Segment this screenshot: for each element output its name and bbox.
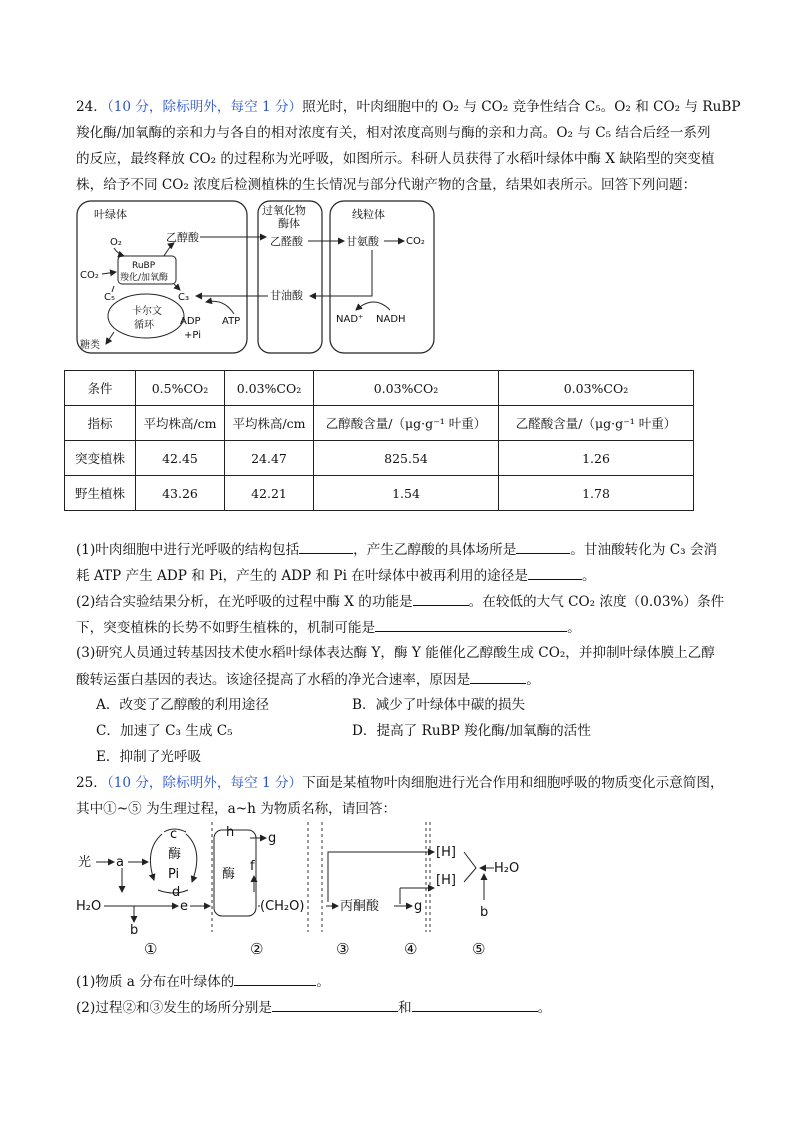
glycolate-chloroplast: 乙醇酸 bbox=[166, 231, 199, 244]
answer-blank[interactable] bbox=[234, 972, 316, 986]
co2-out-label: CO₂ bbox=[406, 236, 425, 247]
q24-intro-line-3: 的反应，最终释放 CO₂ 的过程称为光呼吸，如图所示。科研人员获得了水稻叶绿体中酶 X 缺陷型的突变植 bbox=[76, 151, 715, 167]
h-label: h bbox=[226, 825, 235, 840]
nad-label: NAD⁺ bbox=[336, 314, 364, 325]
table-cell: 825.54 bbox=[314, 441, 499, 476]
table-cell: 平均株高/cm bbox=[136, 406, 225, 441]
c3-label: C₃ bbox=[178, 292, 189, 303]
table-cell: 0.03%CO₂ bbox=[499, 371, 694, 406]
answer-blank[interactable] bbox=[272, 998, 398, 1012]
table-row bbox=[65, 441, 694, 476]
q24-intro-text-1: 照光时，叶肉细胞中的 O₂ 与 CO₂ 竞争性结合 C₅。O₂ 和 CO₂ 与 RuBP bbox=[302, 99, 741, 115]
c5-label: C₅ bbox=[104, 292, 115, 303]
q25-sub2-line bbox=[76, 998, 736, 1017]
h2o-right-label: H₂O bbox=[494, 861, 520, 876]
glycerate-label: 甘油酸 bbox=[270, 289, 303, 302]
answer-blank[interactable] bbox=[516, 540, 570, 554]
metabolism-diagram bbox=[74, 820, 544, 962]
q24-sub2-text-c: 下，突变植株的长势不如野生植株的，机制可能是 bbox=[76, 620, 376, 636]
table-cell: 42.45 bbox=[136, 441, 225, 476]
g-top-label: g bbox=[268, 831, 277, 846]
q24-sub1-line-1 bbox=[76, 540, 736, 559]
g-mid-label: g bbox=[414, 899, 423, 914]
q24-sub2-text-a: (2)结合实验结果分析，在光呼吸的过程中酶 X 的功能是 bbox=[76, 594, 413, 610]
q24-sub2-text-b: 。在较低的大气 CO₂ 浓度（0.03%）条件 bbox=[468, 594, 725, 610]
q24-sub2-line-1 bbox=[76, 592, 736, 611]
atp-label: ATP bbox=[222, 316, 241, 327]
table-cell: 乙醛酸含量/（μg·g⁻¹ 叶重） bbox=[499, 406, 694, 441]
option-d[interactable]: D．提高了 RuBP 羧化酶/加氧酶的活性 bbox=[352, 723, 591, 739]
h-bracket-1: [H] bbox=[436, 845, 456, 860]
chloroplast-label: 叶绿体 bbox=[94, 208, 127, 221]
rubp-label: RuBP bbox=[132, 261, 156, 271]
q24-sub3-line-2 bbox=[76, 670, 736, 689]
table-row bbox=[65, 371, 694, 406]
q24-intro-line-4: 株，给予不同 CO₂ 浓度后检测植株的生长情况与部分代谢产物的含量，结果如表所示。回答下列问题： bbox=[76, 177, 697, 193]
answer-blank[interactable] bbox=[412, 998, 538, 1012]
table-cell: 0.5%CO₂ bbox=[136, 371, 225, 406]
q24-sub1-text-e: 。 bbox=[581, 568, 596, 584]
table-cell: 0.03%CO₂ bbox=[314, 371, 499, 406]
q24-sub2-line-2 bbox=[76, 618, 736, 637]
q25-sub2-text-c: 。 bbox=[537, 1000, 552, 1016]
table-cell: 突变植株 bbox=[65, 441, 136, 476]
process-3-label: ③ bbox=[336, 940, 350, 958]
answer-blank[interactable] bbox=[413, 592, 469, 606]
q25-number: 25． bbox=[76, 775, 107, 791]
process-5-label: ⑤ bbox=[472, 940, 486, 958]
table-cell: 乙醇酸含量/（μg·g⁻¹ 叶重） bbox=[314, 406, 499, 441]
pi-label: +Pi bbox=[184, 330, 201, 341]
rubisco-label: 羧化/加氧酶 bbox=[120, 273, 169, 283]
e-label: e bbox=[180, 899, 188, 914]
q25-sub1-line bbox=[76, 972, 736, 991]
o2-label: O₂ bbox=[110, 237, 122, 248]
q24-sub3-text-b: 酸转运蛋白基因的表达。该途径提高了水稻的净光合速率，原因是 bbox=[76, 672, 471, 688]
q24-sub1-text-d: 耗 ATP 产生 ADP 和 Pi，产生的 ADP 和 Pi 在叶绿体中被再利用的途径是 bbox=[76, 568, 528, 584]
answer-blank[interactable] bbox=[375, 618, 567, 632]
h2o-left-label: H₂O bbox=[76, 899, 102, 914]
pyruvate-label: 丙酮酸 bbox=[340, 899, 380, 914]
enzyme1-label: 酶 bbox=[168, 847, 182, 862]
q25-sub2-text-b: 和 bbox=[397, 1000, 412, 1016]
b-right-label: b bbox=[480, 905, 489, 920]
table-cell: 平均株高/cm bbox=[225, 406, 314, 441]
table-row bbox=[65, 406, 694, 441]
peroxisome-label-2: 酶体 bbox=[278, 217, 300, 230]
q24-number: 24． bbox=[76, 99, 107, 115]
q25-sub2-text-a: (2)过程②和③发生的场所分别是 bbox=[76, 1000, 272, 1016]
adp-label: ADP bbox=[180, 316, 201, 327]
answer-blank[interactable] bbox=[470, 670, 526, 684]
q24-intro-line-1 bbox=[76, 98, 741, 116]
q24-sub3-line-1: (3)研究人员通过转基因技术使水稻叶绿体表达酶 Y，酶 Y 能催化乙醇酸生成 CO₂，并抑制叶绿体膜上乙醇 bbox=[76, 645, 715, 661]
calvin-label-2: 循环 bbox=[134, 320, 154, 331]
glycine-label: 甘氨酸 bbox=[346, 235, 379, 248]
ch2o-label: (CH₂O) bbox=[260, 899, 305, 914]
q25-intro-line-2: 其中①~⑤ 为生理过程，a~h 为物质名称，请回答： bbox=[76, 801, 397, 817]
a-label: a bbox=[116, 855, 124, 870]
glyoxylate-label: 乙醛酸 bbox=[270, 235, 303, 248]
answer-blank[interactable] bbox=[528, 566, 582, 580]
enzyme2-label: 酶 bbox=[222, 867, 236, 882]
calvin-label-1: 卡尔文 bbox=[132, 306, 162, 317]
co2-in-label: CO₂ bbox=[80, 270, 99, 281]
table-cell: 1.78 bbox=[499, 476, 694, 511]
light-label: 光 bbox=[78, 855, 92, 870]
d-label: d bbox=[172, 885, 181, 900]
sugar-label: 糖类 bbox=[80, 340, 100, 351]
answer-blank[interactable] bbox=[299, 540, 353, 554]
table-cell: 42.21 bbox=[225, 476, 314, 511]
q25-sub1-text-b: 。 bbox=[316, 974, 330, 990]
mitochondrion-box bbox=[330, 201, 434, 353]
option-a[interactable]: A．改变了乙醇酸的利用途径 bbox=[96, 697, 269, 713]
q24-sub1-text-c: 。甘油酸转化为 C₃ 会消 bbox=[570, 542, 718, 558]
f-label: f bbox=[250, 859, 255, 874]
c-label: c bbox=[170, 827, 178, 842]
q25-sub1-text-a: (1)物质 a 分布在叶绿体的 bbox=[76, 974, 235, 990]
q24-sub3-text-c: 。 bbox=[526, 672, 540, 688]
pi-label-25: Pi bbox=[168, 867, 180, 882]
nadh-label: NADH bbox=[376, 314, 406, 325]
process-4-label: ④ bbox=[404, 940, 418, 958]
mitochondrion-label: 线粒体 bbox=[352, 208, 385, 221]
q24-sub1-text-b: ，产生乙醇酸的具体场所是 bbox=[353, 542, 517, 558]
q24-sub1-text-a: (1)叶肉细胞中进行光呼吸的结构包括 bbox=[76, 542, 300, 558]
q24-sub2-text-d: 。 bbox=[567, 620, 581, 636]
q25-intro-text-1: 下面是某植物叶肉细胞进行光合作用和细胞呼吸的物质变化示意简图， bbox=[302, 775, 724, 791]
option-b[interactable]: B．减少了叶绿体中碳的损失 bbox=[352, 697, 526, 713]
option-e[interactable]: E．抑制了光呼吸 bbox=[96, 749, 202, 765]
table-cell: 条件 bbox=[65, 371, 136, 406]
b-left-label: b bbox=[130, 923, 139, 938]
table-cell: 24.47 bbox=[225, 441, 314, 476]
table-cell: 指标 bbox=[65, 406, 136, 441]
table-cell: 43.26 bbox=[136, 476, 225, 511]
q25-intro-line-1 bbox=[76, 774, 736, 792]
results-table bbox=[64, 370, 694, 511]
process-1-label: ① bbox=[144, 940, 158, 958]
photorespiration-diagram bbox=[74, 198, 440, 356]
q24-score-note: （10 分，除标明外，每空 1 分） bbox=[106, 99, 303, 115]
process-2-label: ② bbox=[250, 940, 264, 958]
table-cell: 1.54 bbox=[314, 476, 499, 511]
table-cell: 野生植株 bbox=[65, 476, 136, 511]
q24-sub1-line-2 bbox=[76, 566, 736, 585]
table-cell: 0.03%CO₂ bbox=[225, 371, 314, 406]
table-row bbox=[65, 476, 694, 511]
peroxisome-label-1: 过氧化物 bbox=[262, 204, 306, 217]
table-cell: 1.26 bbox=[499, 441, 694, 476]
h-bracket-2: [H] bbox=[436, 873, 456, 888]
q24-intro-line-2: 羧化酶/加氧酶的亲和力与各自的相对浓度有关，相对浓度高则与酶的亲和力高。O₂ 与 C₅ 结合后经一系列 bbox=[76, 125, 711, 141]
q25-score-note: （10 分，除标明外，每空 1 分） bbox=[106, 775, 303, 791]
option-c[interactable]: C．加速了 C₃ 生成 C₅ bbox=[96, 723, 233, 739]
